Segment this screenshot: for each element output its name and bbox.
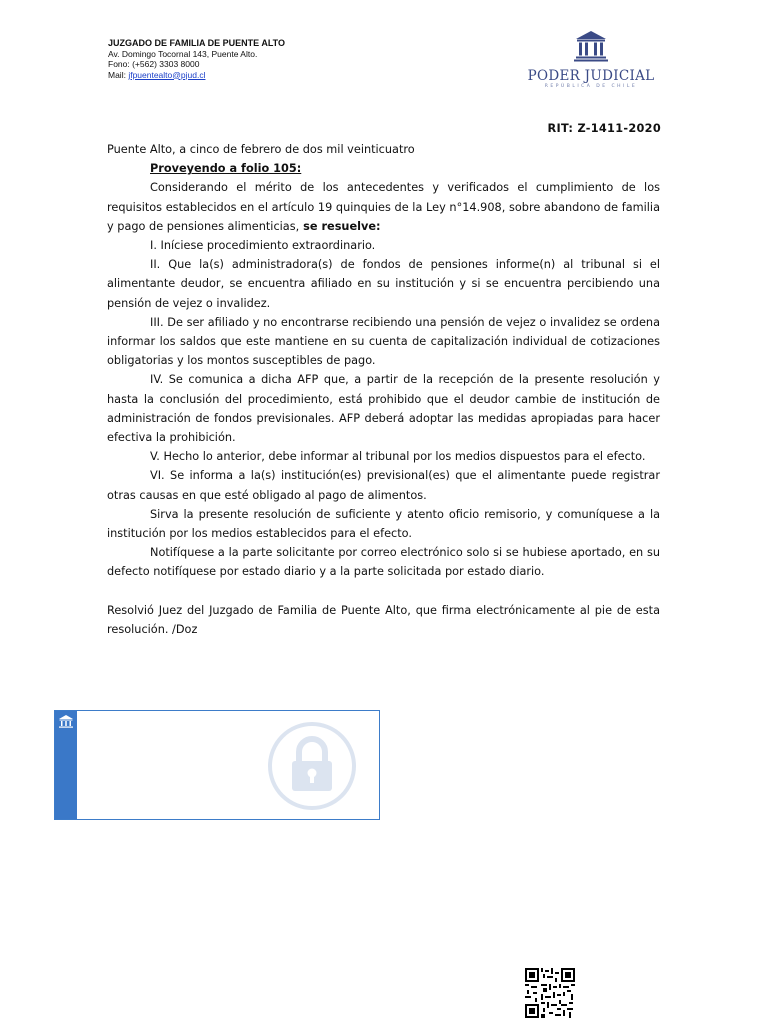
item-6: VI. Se informa a la(s) institución(es) previsional(es) que el alimentante puede registrar otras causas en que esté obligado al pago de alimentos. xyxy=(107,469,660,502)
notify-paragraph: Notifíquese a la parte solicitante por correo electrónico solo si se hubiese aportado, en su defecto notifíquese por estado diario y a la parte solicitada por estado diario. xyxy=(107,546,660,579)
courthouse-icon xyxy=(58,715,74,729)
item-2: II. Que la(s) administradora(s) de fondos de pensiones informe(n) al tribunal si el alimentante deudor, se encuentra afiliado en su institución y si se encuentra percibiendo una pensión de vejez o invalidez. xyxy=(107,258,660,310)
closing-paragraph: Resolvió Juez del Juzgado de Familia de Puente Alto, que firma electrónicamente al pie de esta resolución. /Doz xyxy=(107,603,660,636)
poder-judicial-logo xyxy=(526,30,656,89)
place-date: Puente Alto, a cinco de febrero de dos mil veinticuatro xyxy=(107,143,415,156)
court-address: Av. Domingo Tocornal 143, Puente Alto. xyxy=(108,48,258,59)
court-mail xyxy=(108,70,285,81)
intro-text: Considerando el mérito de los antecedentes y verificados el cumplimiento de los requisitos establecidos en el artículo 19 quinquies de la Ley n°14.908, sobre abandono de familia y pago de pensiones alimenticias, xyxy=(107,181,660,233)
court-phone: Fono: (+562) 3303 8000 xyxy=(108,59,200,69)
court-header xyxy=(108,38,285,80)
resolve-phrase: se resuelve: xyxy=(299,219,381,233)
electronic-signature-box xyxy=(54,710,380,820)
court-name: JUZGADO DE FAMILIA DE PUENTE ALTO xyxy=(108,38,286,48)
rit-number: RIT: Z-1411-2020 xyxy=(547,122,661,135)
paragraph-gap xyxy=(107,582,660,601)
item-3: III. De ser afiliado y no encontrarse recibiendo una pensión de vejez o invalidez se ordena informar los saldos que este mantiene en su cuenta de capitalización individual de cotizaciones obligatorias y los montos susceptibles de pago. xyxy=(107,315,660,368)
item-5: V. Hecho lo anterior, debe informar al tribunal por los medios dispuestos para el efecto. xyxy=(150,450,646,464)
mail-label: Mail: xyxy=(108,69,129,80)
logo-name: PODER JUDICIAL xyxy=(527,68,655,84)
signature-bar xyxy=(55,711,77,819)
courthouse-logo-icon xyxy=(574,30,608,62)
oficio-paragraph: Sirva la presente resolución de suficiente y atento oficio remisorio, y comuníquese a la institución por los medios establecidos para el efecto. xyxy=(107,507,660,541)
intro-paragraph xyxy=(107,178,660,236)
folio-heading: Proveyendo a folio 105: xyxy=(150,162,302,176)
logo-subtitle: REPÚBLICA DE CHILE xyxy=(544,84,638,89)
item-4: IV. Se comunica a dicha AFP que, a partir de la recepción de la presente resolución y hasta la conclusión del procedimiento, está prohibido que el deudor cambie de institución de administración de fondos previsionales. AFP deberá adoptar las medidas apropiadas para hacer efectiva la prohibición. xyxy=(107,373,660,445)
mail-link[interactable]: jfpuentealto@pjud.cl xyxy=(128,69,206,80)
qr-code-icon xyxy=(525,968,575,1018)
item-1: I. Iníciese procedimiento extraordinario. xyxy=(150,239,376,253)
lock-icon xyxy=(267,721,357,811)
resolution-body xyxy=(107,140,660,639)
